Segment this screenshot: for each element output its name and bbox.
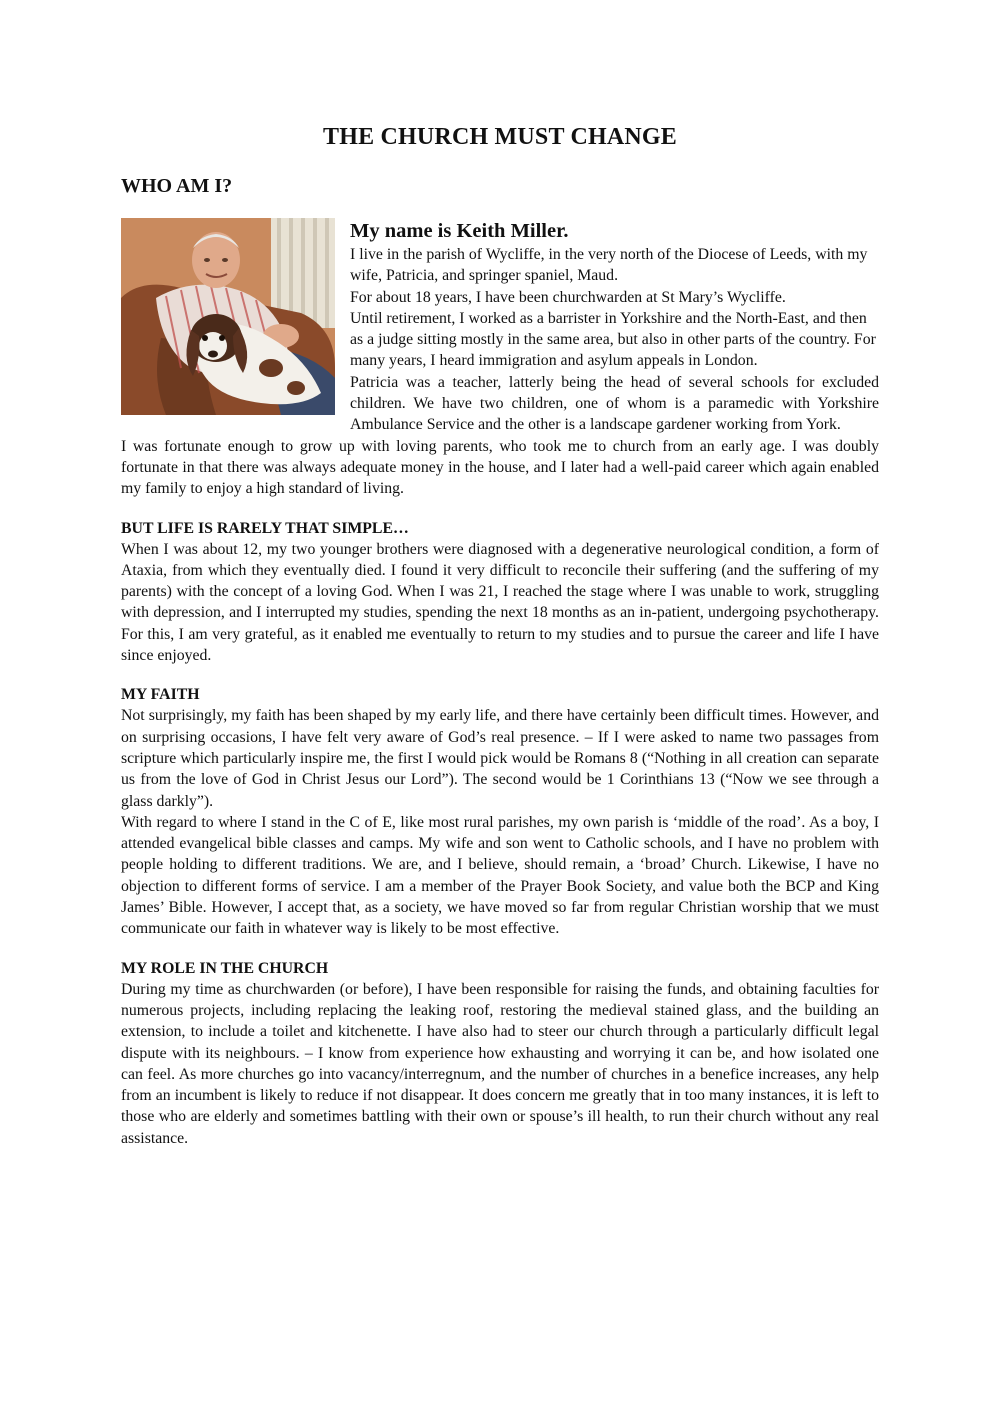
who-am-i-section [121, 218, 879, 500]
who-am-i-heading: WHO AM I? [121, 175, 233, 197]
portrait-photo [121, 218, 335, 415]
intro-line-residence: I live in the parish of Wycliffe, in the very north of the Diocese of Leeds, with my wife, Patricia, and springer spaniel, Maud. [350, 246, 868, 285]
document-title: THE CHURCH MUST CHANGE [323, 124, 677, 150]
paragraph-faith-1: Not surprisingly, my faith has been shaped by my early life, and there have certainly been difficult times. However, and on surprising occasions, I have felt very aware of God’s real presence. – If I were asked to name two passages from scripture which particularly inspire me, the first I would pick would be Romans 8 (“Nothing in all creation can separate us from the love of God in Christ Jesus our Lord”). The second would be 1 Corinthians 13 (“Now we see through a glass darkly”). [121, 707, 879, 810]
paragraph-role: During my time as churchwarden (or before), I have been responsible for raising the funds, and obtaining faculties for numerous projects, including replacing the leaking roof, restoring the medieval stained glass, and the building an extension, to include a toilet and kitchenette. I have also had to steer our church through a particularly difficult legal dispute with its neighbours. – I know from experience how exhausting and worrying it can be, and how isolated one can feel. As more churches go into vacancy/interregnum, and the number of churches in a benefice increases, any help from an incumbent is likely to reduce if not disappear. It does concern me greatly that in too many instances, it is left to those who are elderly and sometimes battling with their own or spouse’s ill health, to run their church without any real assistance. [121, 980, 879, 1147]
intro-line-career: Until retirement, I worked as a barrister in Yorkshire and the North-East, and then as a judge sitting mostly in the same area, but also in other parts of the country. For many years, I heard immigration and asylum appeals in London. [350, 309, 876, 370]
author-name-line: My name is Keith Miller. [350, 220, 569, 242]
paragraph-patricia: Patricia was a teacher, latterly being the head of several schools for excluded children. We have two children, one of whom is a paramedic with Yorkshire Ambulance Service and the other is a landscape gardener working from York. [350, 373, 879, 434]
faith-heading: MY FAITH [121, 686, 200, 704]
document-content [121, 122, 879, 1149]
portrait-illustration [121, 218, 335, 415]
role-heading: MY ROLE IN THE CHURCH [121, 959, 329, 977]
life-heading: BUT LIFE IS RARELY THAT SIMPLE… [121, 519, 409, 537]
paragraph-faith-2: With regard to where I stand in the C of E, like most rural parishes, my own parish is ‘middle of the road’. As a boy, I attended evangelical bible classes and camps. My wife and son went to Catholic schools, and I have no problem with people holding to different traditions. We are, and I believe, should remain, a ‘broad’ Church. Likewise, I have no objection to different forms of service. I am a member of the Prayer Book Society, and value both the BCP and King James’ Bible. However, I accept that, as a society, we have moved so far from regular Christian worship that we must communicate our faith in whatever way is likely to be most effective. [121, 813, 879, 938]
paragraph-life: When I was about 12, my two younger brothers were diagnosed with a degenerative neurological condition, a form of Ataxia, from which they eventually died. I found it very difficult to reconcile their suffering (and the suffering of my parents) with the concept of a loving God. When I was 21, I reached the stage where I was unable to work, struggling with depression, and I interrupted my studies, spending the next 18 months as an in-patient, undergoing psychotherapy. For this, I am very grateful, as it enabled me eventually to return to my studies and to pursue the career and life I have since enjoyed. [121, 540, 879, 665]
paragraph-fortunate: I was fortunate enough to grow up with loving parents, who took me to church from an early age. I was doubly fortunate in that there was always adequate money in the house, and I later had a well-paid career which again enabled my family to enjoy a high standard of living. [121, 437, 879, 498]
intro-line-churchwarden: For about 18 years, I have been churchwarden at St Mary’s Wycliffe. [350, 288, 786, 306]
